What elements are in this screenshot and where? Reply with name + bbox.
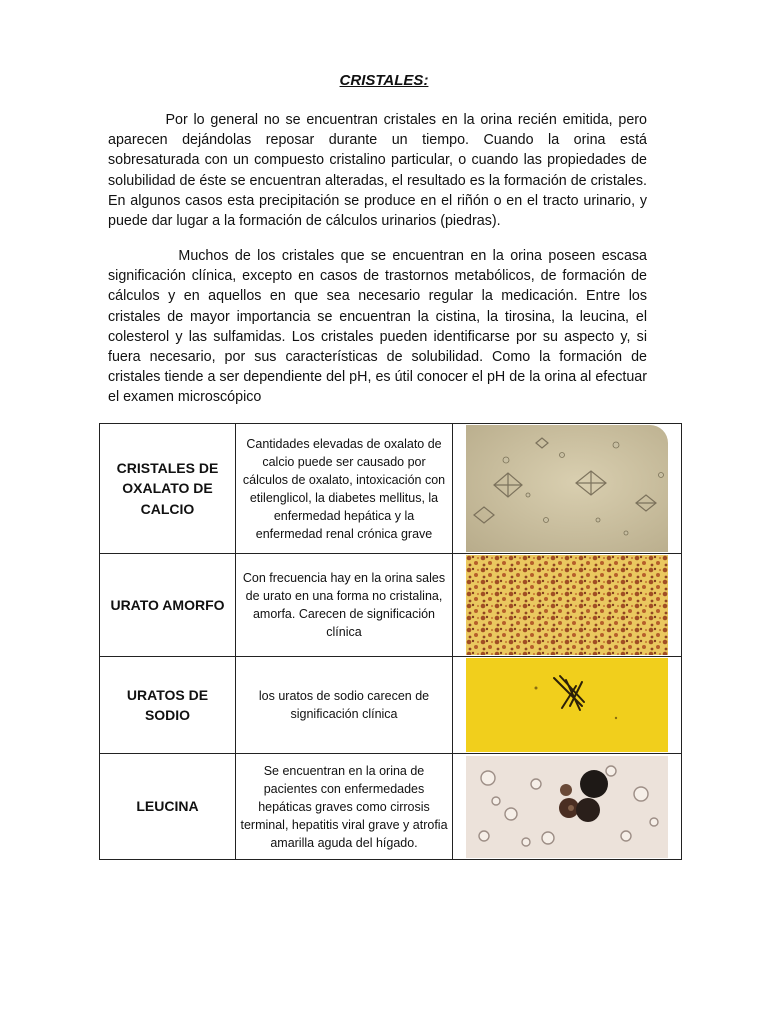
crystal-description: Con frecuencia hay en la orina sales de urato en una forma no cristalina, amorfa. Carecen de significación clínica [236,554,453,657]
calcium-oxalate-micrograph [466,425,668,552]
crystal-description: los uratos de sodio carecen de significación clínica [236,657,453,754]
table-row [100,754,682,860]
table-row [100,657,682,754]
crystal-name: LEUCINA [100,754,236,860]
crystals-table [99,423,682,860]
table-row [100,554,682,657]
paragraph-clinical: Muchos de los cristales que se encuentran en la orina poseen escasa significación clínica, excepto en casos de trastornos metabólicos, de formación de cálculos y en aquellos en que sea necesario regular la medicación. Entre los cristales de mayor importancia se encuentran la cistina, la tirosina, la leucina, el colesterol y las sulfamidas. Los cristales pueden identificarse por su aspecto y, si fuera necesario, por sus características de solubilidad. Como la formación de cristales tiende a ser dependiente del pH, es útil conocer el pH de la orina al efectuar el examen microscópico [108,248,647,406]
paragraph-intro: Por lo general no se encuentran cristales en la orina recién emitida, pero aparecen dejándolas reposar durante un tiempo. Cuando la orina está sobresaturada con un compuesto cristalino particular, o cuando las propiedades de solubilidad de éste se encuentran alteradas, el resultado es la formación de cristales. En algunos casos esta precipitación se produce en el riñón o en el tracto urinario, y puede dar lugar a la formación de cálculos urinarios (piedras). [108,112,647,230]
crystal-name: URATO AMORFO [100,554,236,657]
crystal-description: Se encuentran en la orina de pacientes con enfermedades hepáticas graves como cirrosis terminal, hepatitis viral grave y atrofia amarilla aguda del hígado. [236,754,453,860]
crystal-name: URATOS DE SODIO [100,657,236,754]
leucine-micrograph [466,756,668,858]
document-title: CRISTALES: [339,72,429,89]
crystal-name: CRISTALES DE OXALATO DE CALCIO [100,424,236,554]
amorphous-urate-micrograph [466,555,668,655]
crystal-description: Cantidades elevadas de oxalato de calcio puede ser causado por cálculos de oxalato, intoxicación con etilenglicol, la diabetes mellitus, la enfermedad hepática y la enfermedad renal crónica grave [236,424,453,554]
sodium-urate-micrograph [466,658,668,752]
table-row [100,424,682,554]
